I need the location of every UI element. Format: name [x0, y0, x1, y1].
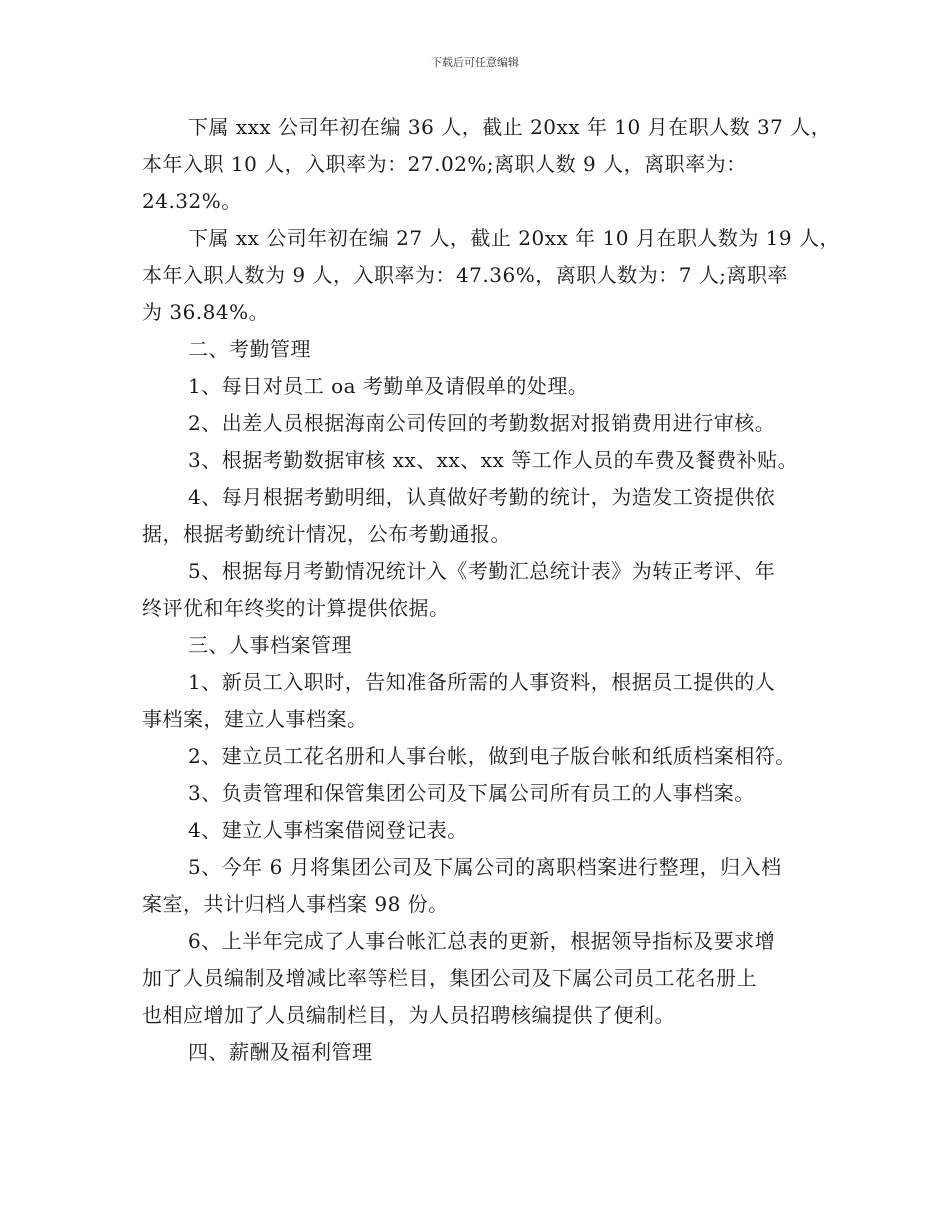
list-item-continuation: 终评优和年终奖的计算提供依据。: [142, 596, 450, 620]
list-item: 2、建立员工花名册和人事台帐，做到电子版台帐和纸质档案相符。: [188, 744, 796, 768]
list-item-continuation: 案室，共计归档人事档案 98 份。: [142, 892, 449, 916]
list-item-continuation: 事档案，建立人事档案。: [142, 707, 368, 731]
document-body: [142, 109, 840, 1071]
section-heading: 三、人事档案管理: [188, 633, 352, 657]
section-heading: 四、薪酬及福利管理: [188, 1040, 373, 1064]
list-item: 3、根据考勤数据审核 xx、xx、xx 等工作人员的车费及餐费补贴。: [188, 448, 799, 472]
list-item-continuation: 加了人员编制及增减比率等栏目，集团公司及下属公司员工花名册上: [142, 966, 757, 990]
list-item-continuation: 据，根据考勤统计情况，公布考勤通报。: [142, 522, 511, 546]
list-item: 1、新员工入职时，告知准备所需的人事资料，根据员工提供的人: [188, 670, 776, 694]
paragraph-line: 24.32%。: [142, 189, 242, 213]
list-item: 5、根据每月考勤情况统计入《考勤汇总统计表》为转正考评、年: [188, 559, 776, 583]
paragraph-line: 本年入职 10 人，入职率为：27.02%;离职人数 9 人，离职率为：: [142, 152, 747, 176]
list-item: 2、出差人员根据海南公司传回的考勤数据对报销费用进行审核。: [188, 411, 776, 435]
list-item: 5、今年 6 月将集团公司及下属公司的离职档案进行整理，归入档: [188, 855, 782, 879]
list-item-continuation: 也相应增加了人员编制栏目，为人员招聘核编提供了便利。: [142, 1003, 675, 1027]
list-item: 6、上半年完成了人事台帐汇总表的更新，根据领导指标及要求增: [188, 929, 776, 953]
list-item: 3、负责管理和保管集团公司及下属公司所有员工的人事档案。: [188, 781, 755, 805]
list-item: 4、每月根据考勤明细，认真做好考勤的统计，为造发工资提供依: [188, 485, 776, 509]
paragraph-line: 本年入职人数为 9 人，入职率为：47.36%，离职人数为：7 人;离职率: [142, 263, 789, 287]
list-item: 4、建立人事档案借阅登记表。: [188, 818, 468, 842]
paragraph-line: 下属 xx 公司年初在编 27 人，截止 20xx 年 10 月在职人数为 19 人，: [188, 226, 840, 250]
page-header: 下载后可任意编辑: [431, 56, 519, 69]
paragraph-line: 为 36.84%。: [142, 300, 270, 324]
paragraph-line: 下属 xxx 公司年初在编 36 人，截止 20xx 年 10 月在职人数 37 人，: [188, 115, 832, 139]
section-heading: 二、考勤管理: [188, 337, 311, 361]
list-item: 1、每日对员工 oa 考勤单及请假单的处理。: [188, 374, 589, 398]
